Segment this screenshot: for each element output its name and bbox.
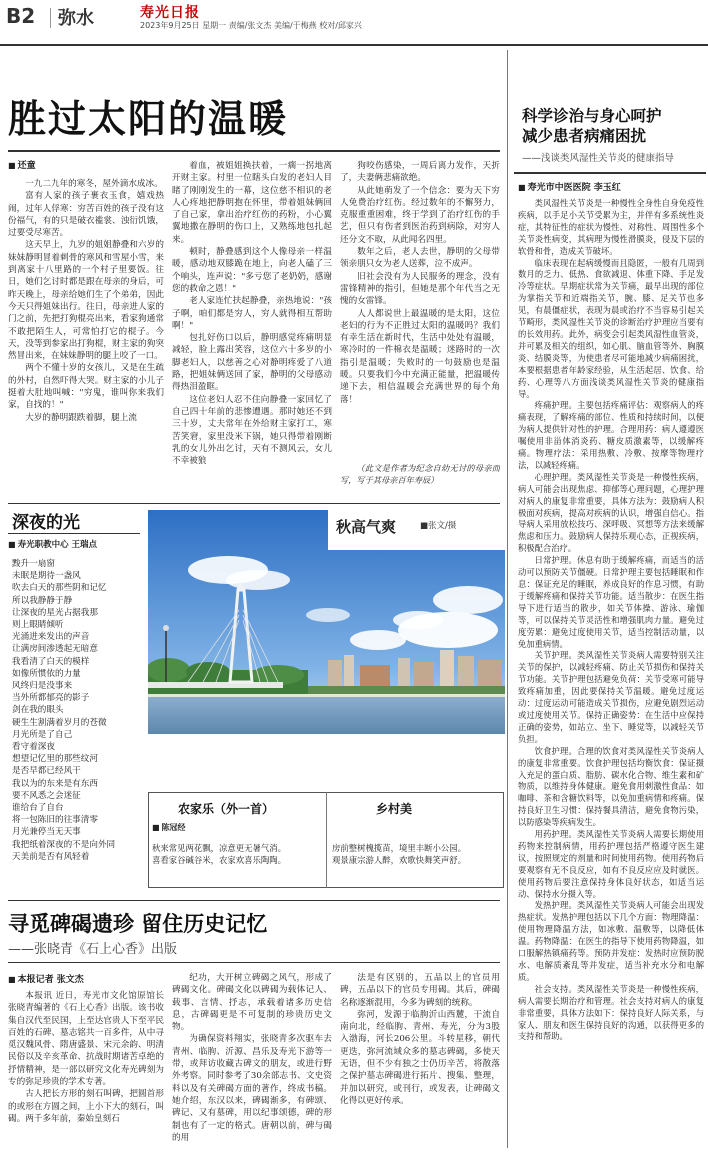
poem-line: 风终归是没事来 <box>12 681 73 692</box>
paragraph: 临床表现在起病缓慢而且隐匿，一般有几周到数月的乏力、低热、食欲减退、体重下降、手足发冷等症状。早期症状常为关节痛，最早出现的部位为掌指关节和近端指关节，腕、膝、足关节也多见，有晨僵症状，表现为晨或治疗不当容易引起关节畸形，类风湿性关节炎的诊断治疗护理应当要有的长效用药。此外，病变会引起类风湿性血管炎，并可累及相关的组织，如心肌、脑血管等外、胸膜炎、结膜炎等，为使患者尽可能地减少病痛困扰，本要根据患者年龄家经验，从生活起居、饮食、给药、心理等八方面浅谈类风湿性关节炎的健康指导。 <box>518 257 704 399</box>
paragraph: 日常护理。休息有助于缓解疼痛，而适当的活动可以预防关节僵硬。日常护理主要包括睡眠和作息：保证充足的睡眠，养成良好的作息习惯，有助于缓解疼痛和保持关节功能。适当散步：在医生指导下进行适当的散步，如关节体操、游泳、瑜伽等，可以保持关节灵活性和增强肌肉力量。避免过度劳累：避免过度使用关节，适当控制活动量，以免加重病情。 <box>518 555 704 649</box>
paragraph: 法是有区别的，五品以上的官员用碑，五品以下的官员专用碣。其后，碑碣名称逐渐混用，今多为碑刻的统称。 <box>340 973 500 1008</box>
title-line: 减少患者病痛困扰 <box>522 127 647 145</box>
poem2-body <box>152 842 324 866</box>
article2-body <box>518 198 704 1148</box>
poem1-title: 深夜的光 <box>12 513 80 533</box>
poem-line: 观景康宗游人醉，欢歌快舞笑声舒。 <box>332 855 466 866</box>
poem2-title: 农家乐（外一首） <box>178 802 275 816</box>
article3-rule <box>8 962 500 963</box>
poem2-byline: ■ 陈冠经 <box>152 822 186 833</box>
poem-line: 剑在我的眼头 <box>12 705 64 716</box>
paragraph: 纪功，大开树立碑碣之风气，形成了碑碣文化。碑碣文化以碑碣为载体记人、载事、言情、抒志，承载着诸多历史信息，古碑碣更是不可复制的珍贵历史文物。 <box>172 973 332 1033</box>
photo-title: 秋高气爽 <box>336 518 397 536</box>
poem3-body <box>332 842 502 866</box>
paragraph: 数年之后，老人去世，静明的父母带领亲朋只女为老人送葬，泣不成声。 <box>340 247 500 270</box>
article3-col3 <box>340 972 500 1148</box>
paragraph: 老人家连忙扶起静叠，亲热地说："孩子啊，咱们都是穷人，穷人就得相互帮助啊！" <box>172 296 332 331</box>
section-name: 弥水 <box>58 8 94 29</box>
poem-line: 喜看家谷碱谷米，农家欢喜乐陶陶。 <box>152 855 286 866</box>
paragraph: 一九二九年的寒冬，屋外滴水成冰。 <box>25 179 163 189</box>
article2-rule <box>514 172 706 174</box>
poem-line: 房前整树槐揽苗，境里丰断小公园。 <box>332 843 466 853</box>
poem-line: 是否早都已经风干 <box>12 766 81 777</box>
poem-line: 让满房间渗透起无暗意 <box>12 644 98 655</box>
poem-line: 未眠是期待一盏风 <box>12 571 81 582</box>
paragraph: 大岁的静明跟跌着脚，腿上流 <box>25 412 137 423</box>
article1-col3 <box>340 160 500 460</box>
article1-col2 <box>172 160 332 500</box>
poem-line: 黢升一扇窗 <box>12 559 55 569</box>
page-number: B2 <box>6 4 36 28</box>
column-divider <box>507 50 508 1148</box>
poem-line: 硬生生割满着岁月的苍微 <box>12 717 107 728</box>
poem1-body <box>12 558 144 878</box>
poem-line: 秋来常见两花飘，凉意更无暑气消。 <box>152 843 286 853</box>
poem-line: 我以为的东来是有东西 <box>12 778 98 789</box>
paragraph: 心理护理。类风湿性关节炎是一种慢性疾病，病人可能会出现焦虑、抑郁等心理问题，心理护理对病人的康复非常重要，具体方法为：鼓励病人积极面对疾病，提高对疾病的认识，增强自信心。指导病人采用放松技巧、深呼吸、冥想等方法来缓解焦虑和压力。鼓励病人保持乐观心态，正视疾病，积极配合治疗。 <box>518 471 704 554</box>
landscape-photo <box>148 510 505 734</box>
article3-byline: ■ 本报记者 张文杰 <box>8 972 84 985</box>
article2-byline: ■ 寿光市中医医院 李玉红 <box>518 180 621 193</box>
article1-rule <box>8 150 500 152</box>
issue-info: 2023年9月25日 星期一 责编/张文杰 美编/于梅燕 校对/邱家兴 <box>140 21 362 30</box>
bridge-photo <box>148 510 505 734</box>
title-line: 科学诊治与身心呵护 <box>522 107 662 125</box>
poem1-rule <box>8 533 140 534</box>
poem-line: 所以我静静于静 <box>12 595 73 606</box>
article1-col1 <box>8 178 164 500</box>
poem1-byline: ■ 寿光职教中心 王瑞点 <box>8 538 97 550</box>
paragraph: 着血，被姐姐换扶着，一瘸一拐地离开财主家。村里一位瞎头白发的老妇人目睹了刚刚发生的一幕，这位慈不相识的老人心疼地把静明抱在怀里，带着姐妹俩回了自己家，拿出治疗红伤的药粉，小心翼翼地撒在静明的伤口上，又熟练地包扎起来。 <box>172 161 332 245</box>
newspaper-logo: 寿光日报 <box>140 5 200 21</box>
poem-line: 将一包陈旧的往事清零 <box>12 815 98 826</box>
paragraph: 为确保资料翔实，张晓青多次驱车去青州、临朐、沂源、昌乐及寿光下游等一带，或拜访收藏古碑文的朋友，或进行野外考察。同时参考了30余部志书、文史资料以及有关碑碣方面的著作，终成书稿。她介绍，东汉以来，碑碣渐多，有碑颂、碑记、又有墓碑，用以纪事颂德，碑的形制也有了一定的格式。唐朝以前，碑与碣的用 <box>172 1034 332 1143</box>
header-divider <box>50 8 51 28</box>
section-rule <box>8 900 500 901</box>
header-rule <box>0 44 708 46</box>
poem-line: 我把纸着深夜的不是向外同 <box>12 839 116 850</box>
article3-col1 <box>8 990 164 1148</box>
poem-line: 月光兼停当无天事 <box>12 827 81 838</box>
paragraph: 社会支持。类风湿性关节炎是一种慢性疾病，病人需要长期治疗和管理。社会支持对病人的康复非常重要，具体方法如下：保持良好人际关系，与家人、朋友和医生保持良好的沟通，以获得更多的支持和帮助。 <box>518 983 704 1042</box>
paragraph: 包扎好伤口以后，静明感觉疼痛明显减轻，脸上露出笑容，这位六十多岁的小脚老妇人，以慈善之心对静明疼爱了八道路，把姐妹俩送回了家，静明的父母感动得热泪盈眶。 <box>172 333 332 393</box>
paragraph: 人人都说世上最温暖的是太阳，这位老妇的行为不正胜过太阳的温暖吗？我们有幸生活在新时代，生活中处处有温暖，寒冷时的一件棉衣是温暖；迷路时的一次指引是温暖；失败时的一句鼓励也是温暖。只要我们今中充满正能量，把温暖传递下去，相信温暖会充满世界的每个角落！ <box>340 308 500 405</box>
paragraph: 顿时，静叠感到这个人像母亲一样温暖，感动地双膝跪在地上，向老人磕了三个响头，连声说："多亏您了老奶奶，感谢您的救命之恩！" <box>172 247 332 294</box>
poem-line: 如像所惯依的力量 <box>12 668 81 679</box>
poem-line: 我看清了白天的模样 <box>12 656 90 667</box>
paragraph: 饮食护理。合理的饮食对类风湿性关节炎病人的康复非常重要。饮食护理包括均衡饮食：保证摄入充足的蛋白质、脂肪、碳水化合物、维生素和矿物质，以维持身体健康。避免食用刺激性食品：如咖啡、茶和含糖饮料等，以免加重病情和疼痛。保持良好卫生习惯：保持餐具清洁，避免食物污染，以防感染等疾病发生。 <box>518 745 704 828</box>
poem-line: 光涌进来发出的声音 <box>12 632 90 643</box>
paragraph: 本报讯 近日，寿光市文化馆原馆长张晓青编著的《石上心香》出版。该书收集自汉代至民国，上至达官贵人下至平民百姓的石碑、墓志铭共一百多件，从中寻觅汉魏风骨、隋唐盛景、宋元余韵、明清民俗以及辛亥革命、抗战时期诸苦卓绝的抒情精神，是一部以研究文化寿光碑刻为专的弥足珍贵的学术专著。 <box>8 991 164 1088</box>
poem-line: 吹去白天的那些阴和记忆 <box>12 583 107 594</box>
paragraph: 类风湿性关节炎是一种慢性全身性自身免疫性疾病，以手足小关节受累为主，并伴有多系统性炎症，其特征性的症状为慢性、对称性、周围性多个关节炎性病变，其病理为慢性滑膜炎，侵及下层的软骨和骨，造成关节破坏。 <box>518 198 704 256</box>
poem-line: 当外所都郁亮的影子 <box>12 693 90 704</box>
paragraph: 古人把长方形的刻石叫碑，把圆首形的或形在方圆之间，上小下大的刻石，叫碣。两千多年前，秦始皇刻石 <box>8 1089 164 1124</box>
article3-col2 <box>172 972 332 1148</box>
poem-line: 想望记忆里的那些纹河 <box>12 754 98 765</box>
paragraph: 发热护理。类风湿性关节炎病人可能会出现发热症状。发热护理包括以下几个方面：物理降温：使用物理降温方法，如冰敷、温敷等，以降低体温。药物降温：在医生的指导下使用药物降温，如口服解热镇痛药等。预防并发症：发热时应预防脱水、电解质紊乱等并发症，适当补充水分和电解质。 <box>518 900 704 982</box>
article1-note <box>340 462 500 500</box>
poems-divider <box>326 792 327 888</box>
poem-line: 让深夜的星光占据我那 <box>12 607 98 618</box>
paragraph: 这位老妇人忍不住向静叠一家回忆了自己四十年前的悲惨遭遇。那时她还不到三十岁，丈夫常年在外给财主家打工，寒苦笑窘，家里没米下锅，她只得带着刚断乳的女儿外出乞讨，天有不测风云，女儿不幸被狼 <box>172 394 332 467</box>
paragraph: 关节护理。类风湿性关节炎病人需要特别关注关节的保护，以减轻疼痛、防止关节损伤和保持关节功能。关节护理包括避免负荷：关节受寒可能导致疼痛加重，因此要保持关节温暖。避免过度运动：过度运动可能造成关节损伤，应避免剧烈运动或过度使用关节。保持正确姿势：在生活中应保持正确的姿势，如站立、坐下、睡觉等，以减轻关节负担。 <box>518 650 704 744</box>
paragraph: 用药护理。类风湿性关节炎病人需要长期使用药物来控制病情，用药护理包括严格遵守医生建议，按照规定的剂量和时间使用药物。使用药物后要观察有无不良反应，如有不良反应应及时就医。使用药物后要注意保持身体良好状态，如适当运动、保持水分摄入等。 <box>518 829 704 899</box>
article2-subtitle: ——浅谈类风湿性关节炎的健康指导 <box>522 153 675 164</box>
poem-line: 则上眼睛倾听 <box>12 620 64 631</box>
article3-title: 寻觅碑碣遗珍 留住历史记忆 <box>8 912 268 936</box>
photo-credit: ■张文/摄 <box>420 521 457 531</box>
article2-title <box>522 106 706 146</box>
paragraph: 疼痛护理。主要包括疼痛评估：观察病人的疼痛表现，了解疼痛的部位、性质和持续时间，以便为病人提供针对性的护理。合理用药：病人遵遵医嘱使用非甾体消炎药、糖皮质激素等，以缓解疼痛。物理疗法：采用热敷、冷敷、按摩等物理疗法，以减轻疼痛。 <box>518 400 704 470</box>
paragraph: 这天早上，九岁的姐姐静叠和六岁的妹妹静明冒着刺骨的寒风和雪屋小雪，来到离家十八里路的一个村子里要饭。往日，她们乞讨时都是跟在母亲的身后，可昨天晚上，母亲给她们生了个弟弟，因此今天只得姐妹出行。往日，母亲进人家的门之前，先把打狗棍亮出来，看家狗通常不敢把陌生人，可常怕打它的棍子。今天，没等到参家出打狗棍，财主家的狗突然冒出来，在妹妹静明的腿上咬了一口。 <box>8 240 164 362</box>
paragraph: 从此她萌发了一个信念：要为天下穷人免费治疗红伤。经过数年的不懈努力，克服重重困难，终于学到了治疗红伤的手艺，但只有伤者到医治药到病除，对穷人还分文不取，从此闻名四里。 <box>340 185 500 245</box>
poem-line: 要不风悉之会迷征 <box>12 790 81 801</box>
article3-subtitle: ——张晓青《石上心香》出版 <box>8 942 178 957</box>
author-note: （此文是作者为纪念自幼无讨的母亲而写，写于其母亲百年寿辰） <box>340 463 500 486</box>
poem-line: 谁给台了自台 <box>12 803 64 814</box>
paragraph: 弥河，发源于临朐沂山西麓，干流自南向北，经临朐、青州、寿光，分为3股入渤海，河长206公里。斗转星移，朝代更迭，弥河流域众多的墓志碑碣，多使天无语，但不少有独之士仍历辛苦，将散落之保护墓志碑碣进行拓片、搜集、整理，并加以研究，或刊行，或发表，让碑碣文化得以更好传承。 <box>340 1009 500 1106</box>
poem-line: 看守着深夜 <box>12 742 55 753</box>
paragraph: 旧社会没有为人民服务的理念，没有雷锋精神的指引，但她是那个年代当之无愧的女雷锋。 <box>340 271 500 307</box>
poem-line: 月光所是了自己 <box>12 729 73 740</box>
poem3-title: 乡村美 <box>376 802 413 816</box>
poem-line: 天美前是否有风轻着 <box>12 851 90 862</box>
article1-byline: ■ 还童 <box>8 158 36 171</box>
article1-title: 胜过太阳的温暖 <box>8 97 289 141</box>
paragraph: 狗咬伤感染，一周后离力发作，天折了，夫妻俩悲痛欲绝。 <box>340 161 500 184</box>
paragraph: 两个不懂十岁的女孩儿，又是在生疏的外村，自然吓得大哭。财主家的小儿子挺着大肚地叫喊："穷鬼，谁叫你来我们家，自找的！" <box>8 363 164 411</box>
paragraph: 富有人家的孩子裹衣玉食，嬉戏热闹，过年人俘寒：穷苦百姓的孩子没有这份福气，有的只是破衣褴裳、浊衍饥饿，过要受尽寒苦。 <box>8 191 164 239</box>
section-rule <box>8 503 500 504</box>
